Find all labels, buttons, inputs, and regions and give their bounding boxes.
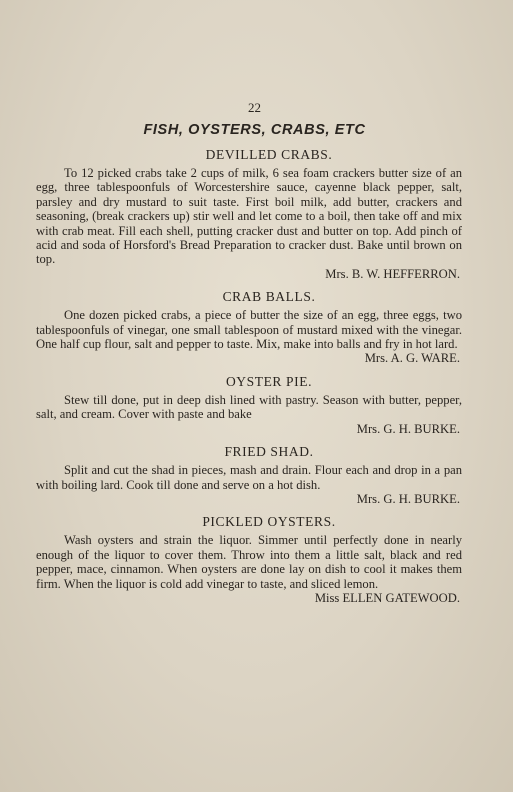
recipe-author: Mrs. A. G. WARE. bbox=[364, 351, 460, 366]
page-number: 22 bbox=[248, 100, 261, 115]
recipe-title: DEVILLED CRABS. bbox=[205, 147, 333, 162]
recipe-devilled-crabs bbox=[36, 147, 462, 281]
recipe-title: CRAB BALLS. bbox=[222, 289, 316, 305]
recipe-author: Mrs. G. H. BURKE. bbox=[356, 491, 460, 506]
recipe-author: Miss ELLEN GATEWOOD. bbox=[314, 590, 460, 605]
section-heading: FISH, OYSTERS, CRABS, ETC bbox=[143, 122, 366, 138]
recipe-oyster-pie bbox=[36, 374, 462, 436]
recipe-title: OYSTER PIE. bbox=[225, 373, 313, 389]
recipe-title: PICKLED OYSTERS. bbox=[202, 514, 336, 530]
recipe-title: FRIED SHAD. bbox=[224, 444, 314, 460]
recipe-body: Split and cut the shad in pieces, mash and drain. Flour each and drop in a pan with boiling lard. Cook till done and serve on a hot dish. bbox=[36, 463, 462, 492]
recipe-author: Mrs. B. W. HEFFERRON. bbox=[325, 266, 460, 281]
recipe-body: One dozen picked crabs, a piece of butter the size of an egg, three eggs, two tablespoonfuls of vinegar, one small tablespoon of mustard mixed with the vinegar. One half cup flour, salt and pepper to taste. Mix, make into balls and fry in hot lard. bbox=[36, 308, 462, 352]
recipe-body: Wash oysters and strain the liquor. Simmer until perfectly done in nearly enough of the liquor to cover them. Throw into them a little salt, black and red pepper, mace, cinnamon. When oysters are done lay on dish to cool it makes them firm. When the liquor is cold add vinegar to taste, and sliced lemon. bbox=[36, 533, 462, 591]
recipe-crab-balls bbox=[36, 289, 462, 366]
recipe-pickled-oysters bbox=[36, 514, 462, 605]
recipe-fried-shad bbox=[36, 444, 462, 506]
recipe-list bbox=[36, 147, 462, 605]
recipe-body: To 12 picked crabs take 2 cups of milk, 6 sea foam crackers butter size of an egg, three tablespoonfuls of Worcestershire sauce, cayenne black pepper, salt, parsley and dry mustard to suit taste. First boil milk, add butter, crackers and seasoning, (break crackers up) stir well and let come to a boil, then take off and mix with crab meat. Fill each shell, putting cracker dust and butter on top. Add pinch of acid and soda of Horsford's Bread Preparation to cracker dust. Bake until brown on top. bbox=[36, 166, 462, 267]
recipe-author: Mrs. G. H. BURKE. bbox=[356, 421, 460, 436]
recipe-body: Stew till done, put in deep dish lined with pastry. Season with butter, pepper, salt, and cream. Cover with paste and bake bbox=[36, 392, 462, 422]
